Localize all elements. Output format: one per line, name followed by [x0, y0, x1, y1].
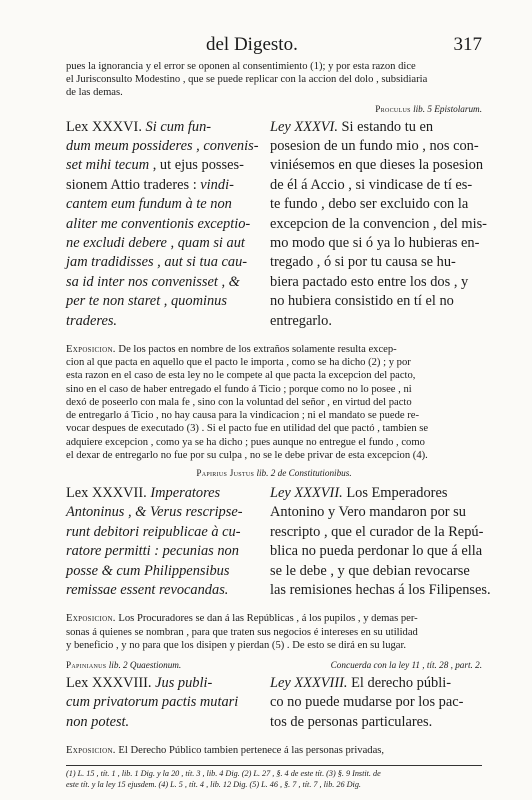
- spanish-line: blica no pueda perdonar lo que á ella: [270, 543, 483, 560]
- spanish-line: tos de personas particulares.: [270, 713, 433, 730]
- spanish-line: co no puede mudarse por los pac-: [270, 694, 464, 711]
- latin-line: aliter me conventionis exceptio-: [66, 215, 251, 232]
- attribution-work: lib. 2 Quaestionum.: [108, 659, 182, 670]
- latin-line: Antoninus , & Verus rescripse-: [66, 504, 243, 521]
- exposicion-line: y beneficio , y no para que los disipen y pierdan (5) . De esto se dirá en su lugar.: [66, 639, 407, 651]
- exposicion-paragraph-2: Exposicion. Los Procuradores se dan á las Repúblicas , á los pupilos , y demas per- sonas á quienes se nombran , para que traten sus negocios é intereses en su utilidad y beneficio , y no para que los disipen y pierdan (5) . De esto se dirá en su lugar.: [66, 612, 482, 652]
- lex-38-columns: [66, 674, 482, 732]
- intro-line: pues la ignorancia y el error se oponen al consentimiento (1); y por esta razon dice: [66, 61, 416, 72]
- attribution-author: Papinianus: [66, 659, 107, 670]
- latin-line: traderes.: [66, 312, 118, 329]
- latin-line: per te non staret , quominus: [66, 293, 227, 310]
- lex-heading: Lex XXXVIII.: [66, 674, 152, 691]
- spanish-line: tregado , ó si por tu causa se hu-: [270, 254, 456, 271]
- lex-37-spanish: Ley XXXVII. Los Emperadores Antonino y Vero mandaron por su rescripto , que el curador de la Repú- blica no pueda perdonar lo que á ella se le debe , y que debian revocarse las remisiones hechas á los Filipenses.: [270, 484, 482, 600]
- intro-line: el Jurisconsulto Modestino , que se puede replicar con la accion del dolo , subsidiaria: [66, 74, 428, 86]
- latin-line: cum privatorum pactis mutari: [66, 694, 239, 711]
- footnote-divider: [66, 765, 482, 766]
- intro-line: de las demas.: [66, 87, 123, 99]
- attribution-papirius: [66, 468, 482, 478]
- footnotes: [66, 769, 482, 789]
- latin-line: sionem Attio traderes :: [66, 176, 201, 193]
- concordance-note: Concuerda con la ley 11 , tít. 28 , part. 2.: [330, 659, 482, 670]
- spanish-line: mo modo que si ó ya lo hubieras en-: [270, 235, 480, 252]
- running-title: del Digesto.: [206, 34, 298, 55]
- spanish-line: entregarlo.: [270, 312, 332, 329]
- spanish-line: excepcion de la convencion , del mis-: [270, 215, 487, 232]
- spanish-line: posesion de un fundo mio , nos con-: [270, 138, 479, 155]
- exposicion-line: adquiere excepcion , como ya se ha dicho ; pues aunque no entregue el fundo , como: [66, 436, 425, 448]
- spanish-line: Antonino y Vero mandaron por su: [270, 504, 466, 521]
- lex-36-columns: [66, 118, 487, 331]
- exposicion-paragraph-1: Exposicion. De los pactos en nombre de los extraños solamente resulta excep- cion al que pacta en aquello que el pacto le importa , como se ha dicho (2) ; y por esta razon en el caso de esta ley no le compete al que pacta la excepcion del pacto, sino en el caso de haber entregado el fundo á Ticio ; porque como no lo posee , ni dexó de poseerlo con mala fe , sino con la voluntad del señor , en virtud del pacto de entregarlo á Ticio , no hay causa para la vindicacion ; ni el mandato se puede re- vocar despues de executado (3) . Si el pacto fue en utilidad del que pactó , tambien se adquiere excepcion , como ya se ha dicho ; pues aunque no entregue el fundo , como el dexar de entregarlo no fue por su culpa , no se le debe privar de esta excepcion (4).: [66, 343, 482, 462]
- spanish-line: no hubiera consistido en tí el no: [270, 293, 454, 310]
- exposicion-label: Exposicion.: [66, 344, 116, 356]
- exposicion-line: cion al que pacta en aquello que el pacto le importa , como se ha dicho (2) ; y por: [66, 357, 411, 369]
- latin-line: ne excludi debere , quam si aut: [66, 235, 245, 252]
- lex-37-latin: Lex XXXVII. Imperatores Antoninus , & Verus rescripse- runt debitori reipublicae à cu- ratore permitti : pecunias non posse & cum Philippensibus remissae essent revocandas.: [66, 484, 254, 600]
- attribution-author: Proculus: [375, 103, 411, 114]
- exposicion-line: el dexar de entregarlo no fue por su culpa , no se le debe privar de esta excepcion (4).: [66, 449, 428, 461]
- footnote-line: (1) L. 15 , tít. 1 , lib. 1 Dig. y la 20 , tít. 3 , lib. 4 Dig. (2) L. 27 , §. 4 de este tít. (3) §. 9 Instit. de: [66, 769, 381, 779]
- page-number: 317: [453, 34, 482, 55]
- lex-36-latin: Lex XXXVI. Si cum fun- dum meum possideres , convenis- set mihi tecum , ut ejus posses- sionem Attio traderes : vindi- cantem eum fundum à te non aliter me conventionis exceptio- ne excludi debere , quam si aut jam tradidisses , aut si tua cau- sa id inter nos convenisset , & per te non staret , quominus traderes.: [66, 118, 254, 331]
- lex-heading: Lex XXXVI.: [66, 118, 142, 135]
- footnote-line: este tít. y la ley 15 ejusdem. (4) L. 5 , tít. 4 , lib. 12 Dig. (5) L. 46 , §. 7 , tít. 7 , lib. 26 Dig.: [66, 779, 361, 789]
- latin-line: non potest.: [66, 713, 130, 730]
- intro-paragraph: [66, 60, 482, 100]
- lex-37-columns: [66, 484, 491, 600]
- latin-line: jam tradidisses , aut si tua cau-: [66, 254, 248, 271]
- attribution-work: lib. 5 Epistolarum.: [413, 103, 482, 114]
- latin-line: runt debitori reipublicae à cu-: [66, 523, 241, 540]
- exposicion-line: dexó de poseerlo con mala fe , sino con la voluntad del señor , en virtud del pacto: [66, 396, 412, 408]
- lex-36-spanish: Ley XXXVI. Si estando tu en posesion de un fundo mio , nos con- viniésemos en que dieses la posesion de él á Accio , si vindicase de tí es- te fundo , debo ser excluido con la excepcion de la convencion , del mis- mo modo que si ó ya lo hubieras en- tregado , ó si por tu causa se hu- biera pactado esto entre los dos , y no hubiera consistido en tí el no entregarlo.: [270, 118, 482, 331]
- attribution-proculus: [66, 104, 482, 114]
- exposicion-label: Exposicion.: [66, 613, 116, 625]
- lex-38-latin: Lex XXXVIII. Jus publi- cum privatorum pactis mutari non potest.: [66, 674, 254, 732]
- exposicion-line: sino en el caso de haber entregado el fundo á Ticio ; porque como no lo posee , ni: [66, 383, 412, 395]
- attribution-work: lib. 2 de Constitutionibus.: [256, 467, 352, 478]
- exposicion-line: vocar despues de executado (3) . Si el pacto fue en utilidad del que pactó , tambien se: [66, 423, 429, 435]
- latin-line: set mihi tecum: [66, 157, 150, 174]
- lex-38-spanish: Ley XXXVIII. El derecho públi- co no puede mudarse por los pac- tos de personas particulares.: [270, 674, 482, 732]
- exposicion-line: esta razon en el caso de esta ley no le compete al que pacta la excepcion del pacto,: [66, 370, 416, 382]
- exposicion-label: Exposicion.: [66, 745, 116, 757]
- latin-line: cantem eum fundum à te non: [66, 196, 232, 213]
- spanish-line: las remisiones hechas á los Filipenses.: [270, 581, 491, 598]
- latin-line: posse & cum Philippensibus: [66, 562, 230, 579]
- spanish-line: viniésemos en que dieses la posesion: [270, 157, 484, 174]
- exposicion-line: de entregarlo á Ticio , no hay causa para la vindicacion ; ni el mandato se puede re-: [66, 410, 419, 422]
- ley-heading: Ley XXXVI.: [270, 118, 338, 135]
- latin-line: sa id inter nos convenisset , &: [66, 273, 240, 290]
- lex-heading: Lex XXXVII.: [66, 484, 147, 501]
- latin-line: ratore permitti : pecunias non: [66, 543, 239, 560]
- spanish-line: biera pactado esto entre los dos , y: [270, 273, 469, 290]
- running-header: [66, 34, 482, 60]
- latin-line: remissae essent revocandas.: [66, 581, 229, 598]
- spanish-line: de él á Accio , si vindicase de tí es-: [270, 176, 473, 193]
- attribution-author: Papirius Justus: [196, 467, 255, 478]
- ley-heading: Ley XXXVIII.: [270, 674, 348, 691]
- ley-heading: Ley XXXVII.: [270, 484, 343, 501]
- spanish-line: se le debe , y que debian revocarse: [270, 562, 470, 579]
- attribution-papinianus: [66, 660, 482, 670]
- exposicion-paragraph-3: Exposicion. El Derecho Público tambien pertenece á las personas privadas,: [66, 745, 385, 757]
- spanish-line: te fundo , debo ser excluido con la: [270, 196, 469, 213]
- exposicion-line: sonas á quienes se nombran , para que traten sus negocios é intereses en su utilidad: [66, 626, 418, 638]
- spanish-line: rescripto , que el curador de la Repú-: [270, 523, 484, 540]
- latin-line: dum meum possideres , convenis-: [66, 138, 259, 155]
